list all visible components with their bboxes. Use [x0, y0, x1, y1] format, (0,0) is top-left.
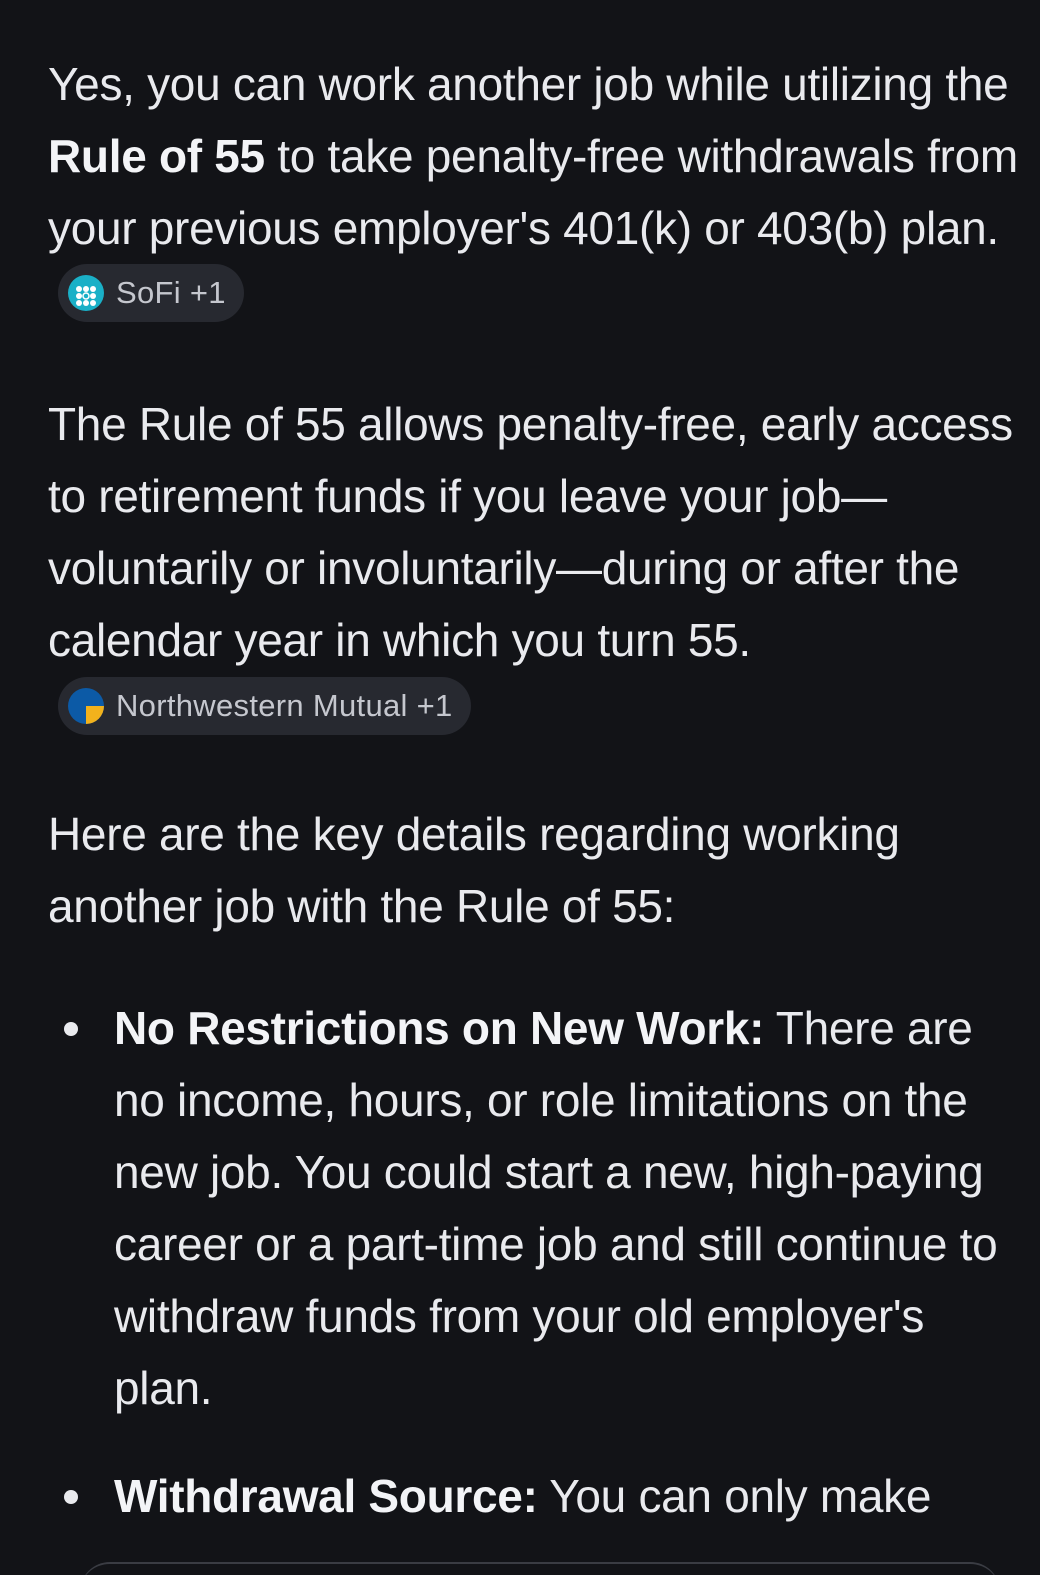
list-item-text: You can only make: [537, 1470, 932, 1522]
bullet-dot-icon: [64, 1490, 78, 1504]
answer-content: [48, 48, 1028, 1568]
list-item: [48, 1460, 1028, 1532]
sofi-logo-icon: [68, 275, 104, 311]
paragraph-text: The Rule of 55 allows penalty-free, early access to retirement funds if you leave your job—voluntarily or involuntarily—during or after the calendar year in which you turn 55.: [48, 398, 1013, 666]
bold-term: Rule of 55: [48, 130, 265, 182]
list-item-text: There are no income, hours, or role limitations on the new job. You could start a new, high-paying career or a part-time job and still continue to withdraw funds from your old employer's plan.: [114, 1002, 998, 1414]
source-chip-label: SoFi +1: [116, 275, 226, 310]
details-list: [48, 992, 1028, 1532]
paragraph-text: Yes, you can work another job while utilizing the: [48, 58, 1009, 110]
answer-paragraph-1: [48, 48, 1028, 338]
list-item: [48, 992, 1028, 1424]
source-chip-sofi[interactable]: [58, 264, 244, 322]
bottom-card-edge: [80, 1562, 1000, 1575]
source-chip-label: Northwestern Mutual +1: [116, 688, 453, 723]
paragraph-text: to take penalty-free withdrawals from your previous employer's 401(k) or 403(b) plan.: [48, 130, 1018, 254]
list-item-title: Withdrawal Source:: [114, 1470, 538, 1522]
answer-paragraph-2: [48, 388, 1028, 748]
northwestern-mutual-logo-icon: [68, 688, 104, 724]
answer-paragraph-3: Here are the key details regarding working another job with the Rule of 55:: [48, 808, 900, 932]
bullet-dot-icon: [64, 1022, 78, 1036]
list-item-title: No Restrictions on New Work:: [114, 1002, 765, 1054]
source-chip-northwestern-mutual[interactable]: [58, 677, 471, 735]
